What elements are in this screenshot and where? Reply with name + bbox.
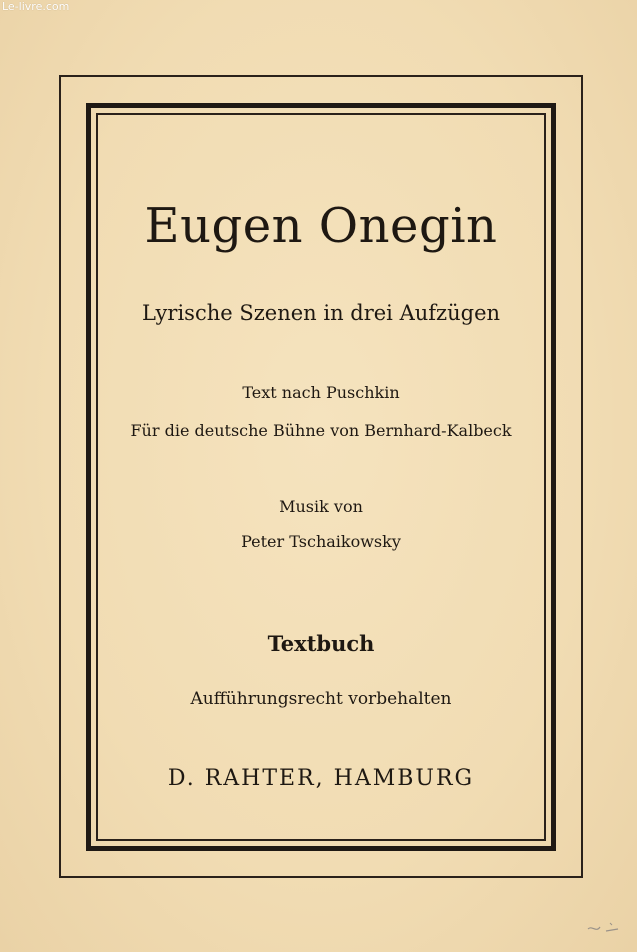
music-credit-label: Musik von: [279, 497, 363, 516]
pencil-mark-icon: [584, 915, 624, 937]
adaptation-credit-line: Für die deutsche Bühne von Bernhard-Kalbeck: [130, 421, 512, 440]
composer-name: Peter Tschaikowsky: [241, 532, 401, 551]
rights-notice: Aufführungsrecht vorbehalten: [190, 689, 452, 709]
publisher-line: D. RAHTER, HAMBURG: [167, 766, 475, 791]
text-credit-line: Text nach Puschkin: [242, 383, 400, 402]
cover-subtitle: Lyrische Szenen in drei Aufzügen: [141, 301, 501, 325]
watermark: Le-livre.com: [2, 0, 70, 13]
cover-title: Eugen Onegin: [144, 198, 498, 254]
document-type: Textbuch: [267, 631, 375, 656]
